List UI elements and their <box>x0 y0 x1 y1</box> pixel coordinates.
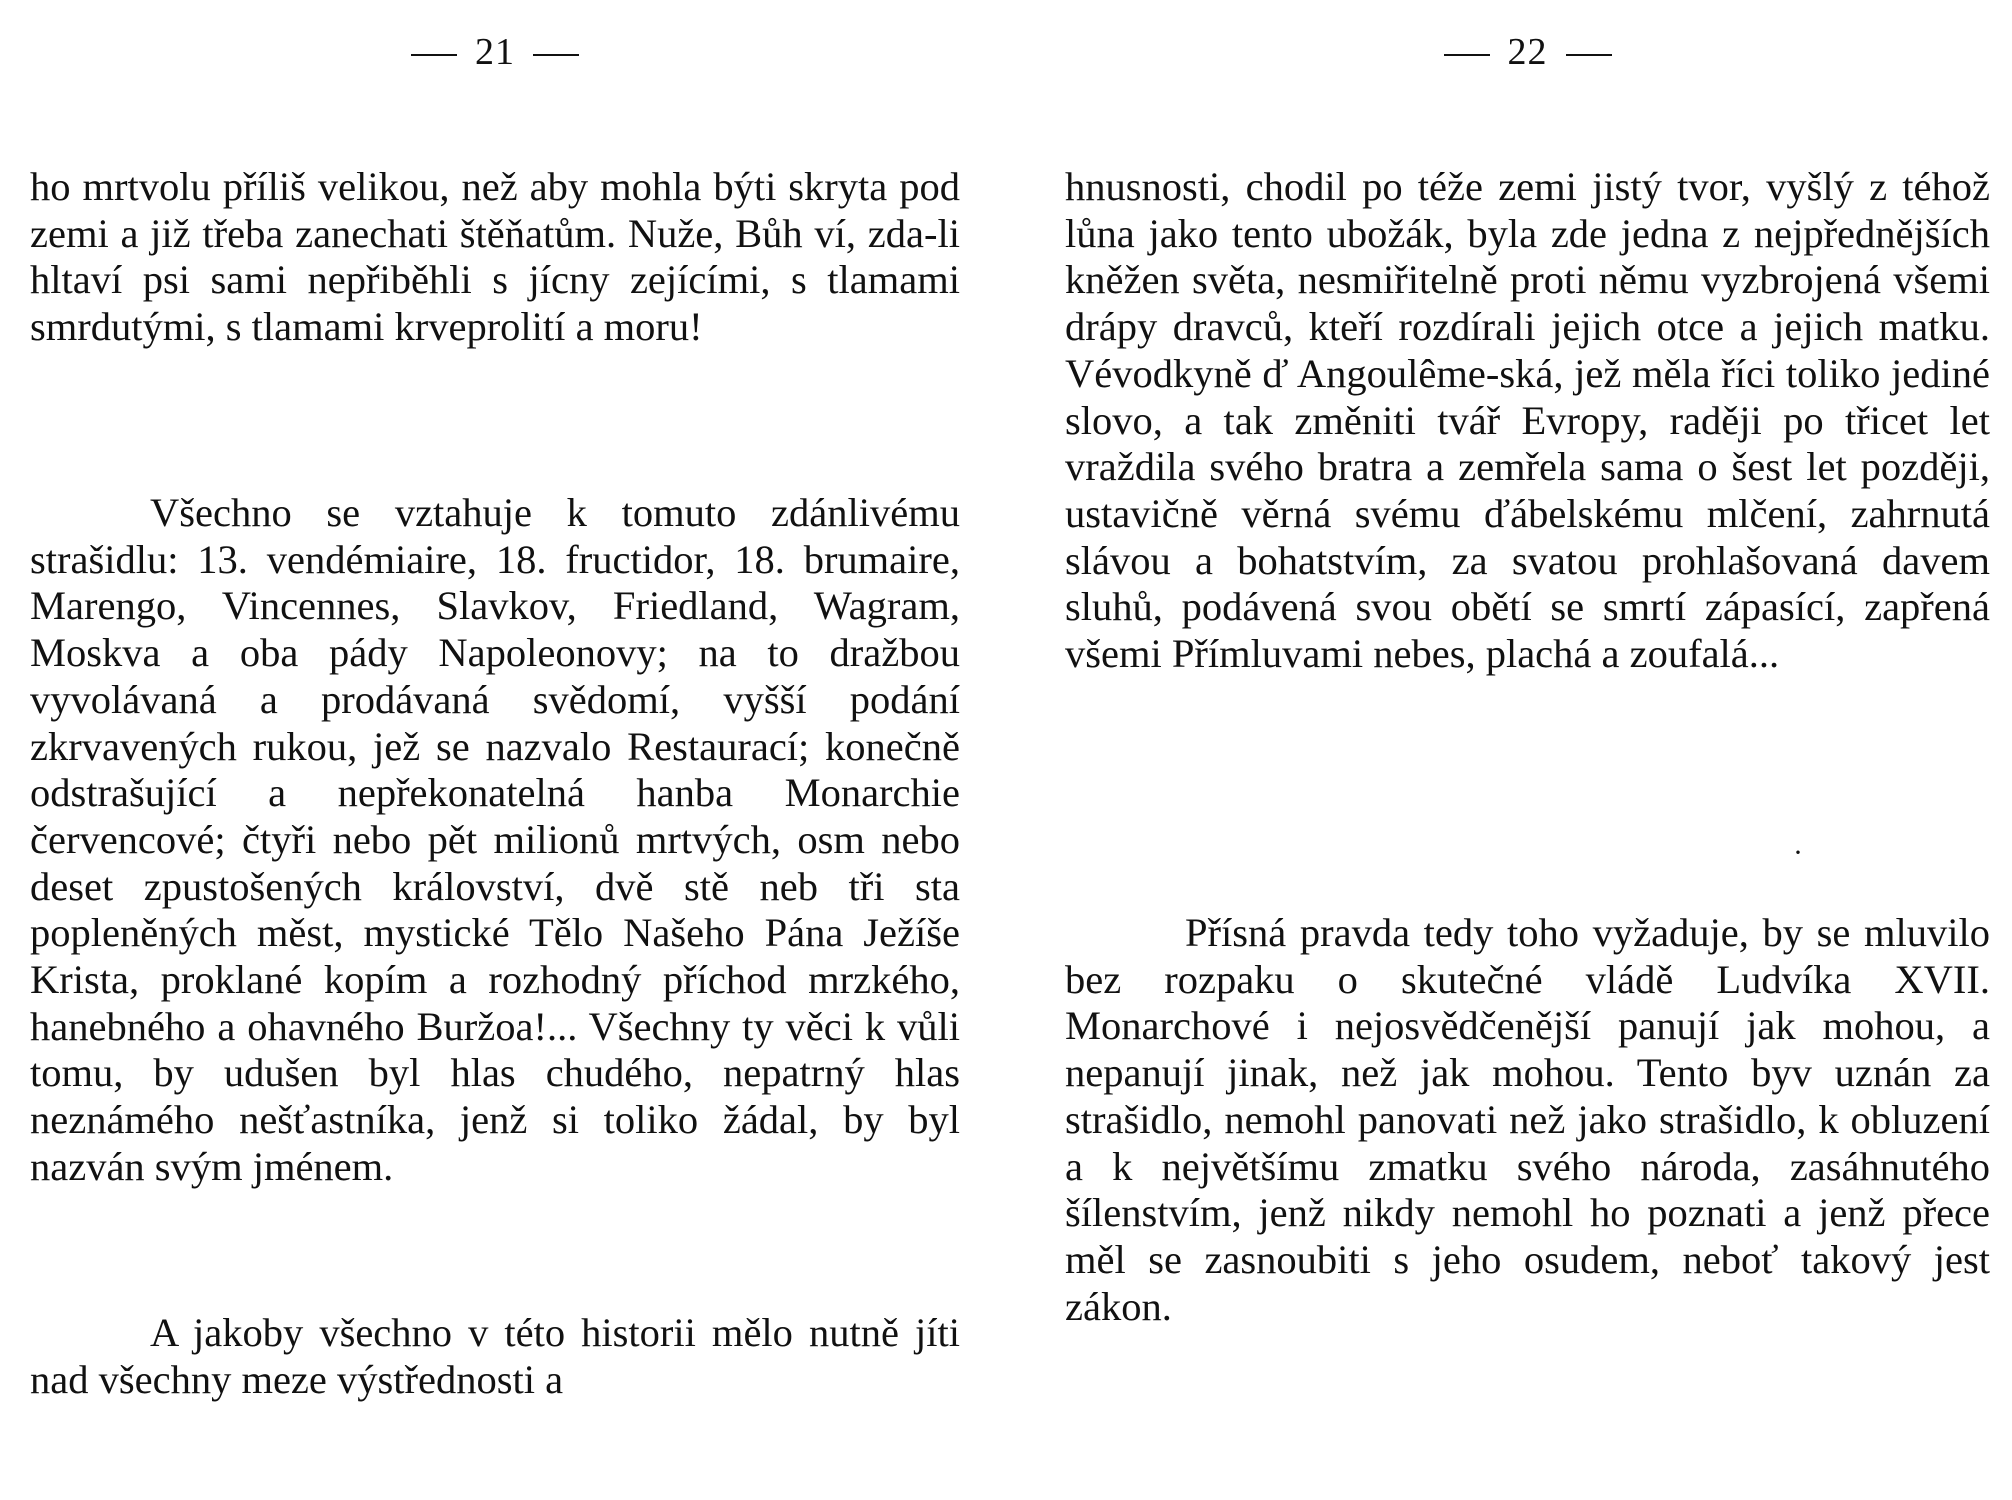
right-paragraph-2: Přísná pravda tedy toho vyžaduje, by se mluvilo bez rozpaku o skutečné vládě Ludvíka XVII. Monarchové i nejosvědčenější panují jak mohou, a nepanují jinak, než jak mohou. Tento byv uznán za strašidlo, nemohl panovati než jako strašidlo, k obluzení a k největšímu zmatku svého národa, zasáhnutého šílenstvím, jenž nikdy nemohl ho poznati a jenž přece měl se zasnoubiti s jeho osudem, neboť takový jest zákon. <box>1065 910 1990 1329</box>
right-page-number <box>1065 30 1990 74</box>
right-paragraph-1: hnusnosti, chodil po téže zemi jistý tvor, vyšlý z téhož lůna jako tento ubožák, byla zde jedna z nejpřednějších kněžen světa, nesmiřitelně proti němu vyzbrojená všemi drápy dravců, kteří rozdírali jejich otce a jejich matku. Vévodkyně ď Angoulême-ská, jež měla říci toliko jediné slovo, a tak změniti tvář Evropy, raději po třicet let vraždila svého bratra a zemřela sama o šest let později, ustavičně věrná svému ďábelskému mlčení, zahrnutá slávou a bohatstvím, za svatou prohlašovaná davem sluhů, podávená svou obětí se smrtí zápasící, zapřená všemi Přímluvami nebes, plachá a zoufalá... <box>1065 164 1990 677</box>
stray-dot-mark: · <box>1793 836 1803 869</box>
left-paragraph-3: A jakoby všechno v této historii mělo nutně jíti nad všechny meze výstřednosti a <box>30 1310 960 1402</box>
right-page-number-dash-after <box>1566 54 1612 56</box>
left-page-number-dash-before <box>411 54 457 56</box>
left-page <box>30 0 960 1500</box>
left-paragraph-1: ho mrtvolu příliš velikou, než aby mohla býti skryta pod zemi a již třeba zanechati štěňatům. Nuže, Bůh ví, zda-li hltaví psi sami nepřiběhli s jícny zejícími, s tlamami smrdutými, s tlamami krveprolití a moru! <box>30 164 960 350</box>
right-page <box>1065 0 1990 1500</box>
left-page-number-value: 21 <box>475 31 515 73</box>
left-page-number <box>30 30 960 74</box>
left-paragraph-2: Všechno se vztahuje k tomuto zdánlivému strašidlu: 13. vendémiaire, 18. fructidor, 18. brumaire, Marengo, Vincennes, Slavkov, Friedland, Wagram, Moskva a oba pády Napoleonovy; na to dražbou vyvolávaná a prodávaná svědomí, vyšší podání zkrvavených rukou, jež se nazvalo Restaurací; konečně odstrašující a nepřekonatelná hanba Monarchie červencové; čtyři nebo pět milionů mrtvých, osm nebo deset zpustošených království, dvě stě neb tři sta popleněných měst, mystické Tělo Našeho Pána Ježíše Krista, proklané kopím a rozhodný příchod mrzkého, hanebného a ohavného Buržoa!... Všechny ty věci k vůli tomu, by udušen byl hlas chudého, nepatrný hlas neznámého nešťastníka, jenž si toliko žádal, by byl nazván svým jménem. <box>30 490 960 1189</box>
left-page-number-dash-after <box>533 54 579 56</box>
right-page-number-value: 22 <box>1507 31 1548 73</box>
right-page-number-dash-before <box>1444 54 1490 56</box>
